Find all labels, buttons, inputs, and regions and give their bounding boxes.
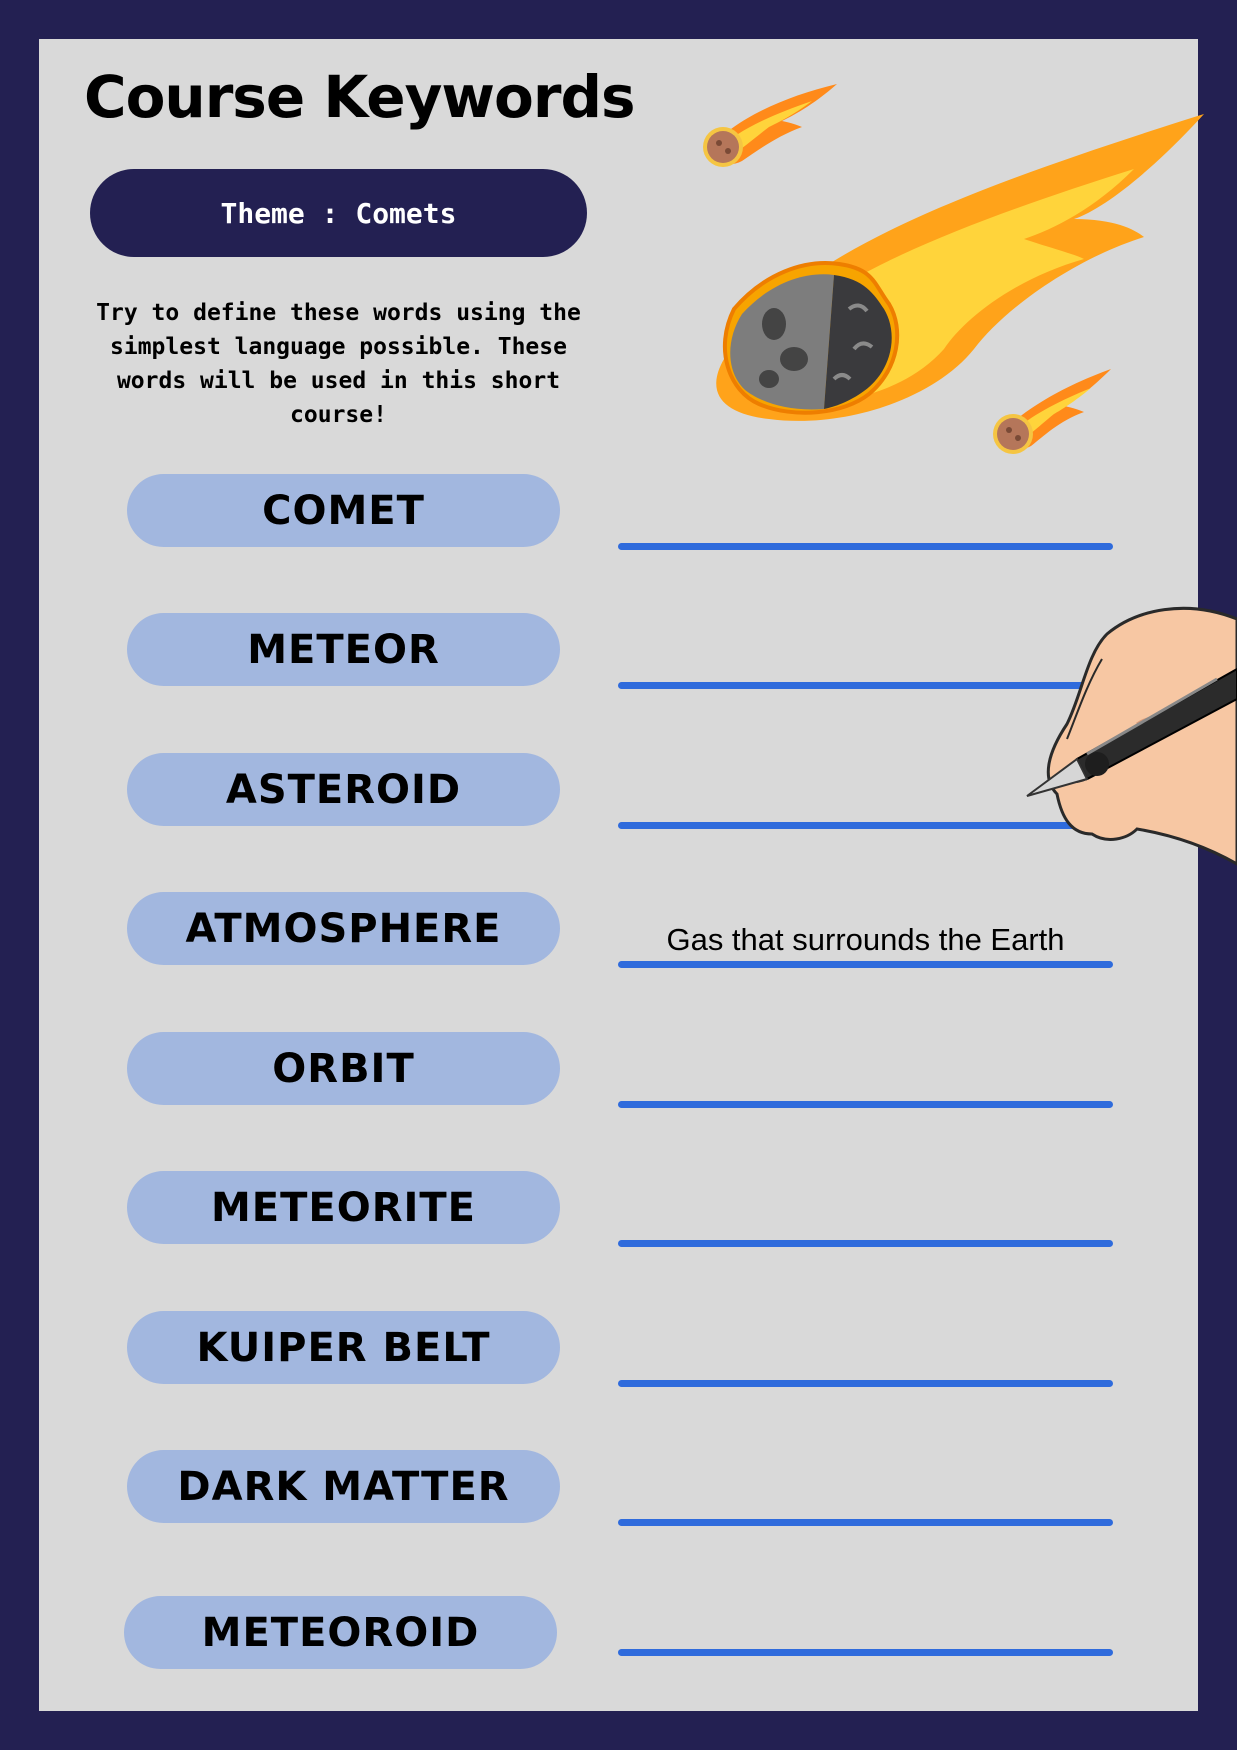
- answer-line[interactable]: [618, 1380, 1113, 1387]
- answer-line[interactable]: [618, 1240, 1113, 1247]
- instructions-text: Try to define these words using the simplest language possible. These words will be used in this short course!: [96, 300, 581, 428]
- keyword-pill: METEORITE: [127, 1171, 560, 1244]
- answer-line[interactable]: [618, 1101, 1113, 1108]
- answer-line[interactable]: [618, 1649, 1113, 1656]
- keyword-pill: ASTEROID: [127, 753, 560, 826]
- keyword-pill: METEOR: [127, 613, 560, 686]
- small-comet-illustration: [989, 366, 1114, 456]
- keyword-pill: KUIPER BELT: [127, 1311, 560, 1384]
- keyword-pill: METEOROID: [124, 1596, 557, 1669]
- answer-line[interactable]: [618, 543, 1113, 550]
- answer-text[interactable]: Gas that surrounds the Earth: [666, 922, 1065, 957]
- small-comet-illustration: [697, 81, 842, 171]
- writing-hand-illustration: [987, 604, 1237, 889]
- page-title: Course Keywords: [84, 63, 635, 131]
- worksheet: [39, 39, 1198, 1711]
- keyword-pill: COMET: [127, 474, 560, 547]
- answer-line[interactable]: [618, 1519, 1113, 1526]
- theme-badge: Theme : Comets: [90, 169, 587, 257]
- keyword-pill: DARK MATTER: [127, 1450, 560, 1523]
- answer-line[interactable]: [618, 961, 1113, 968]
- keyword-pill: ORBIT: [127, 1032, 560, 1105]
- keyword-pill: ATMOSPHERE: [127, 892, 560, 965]
